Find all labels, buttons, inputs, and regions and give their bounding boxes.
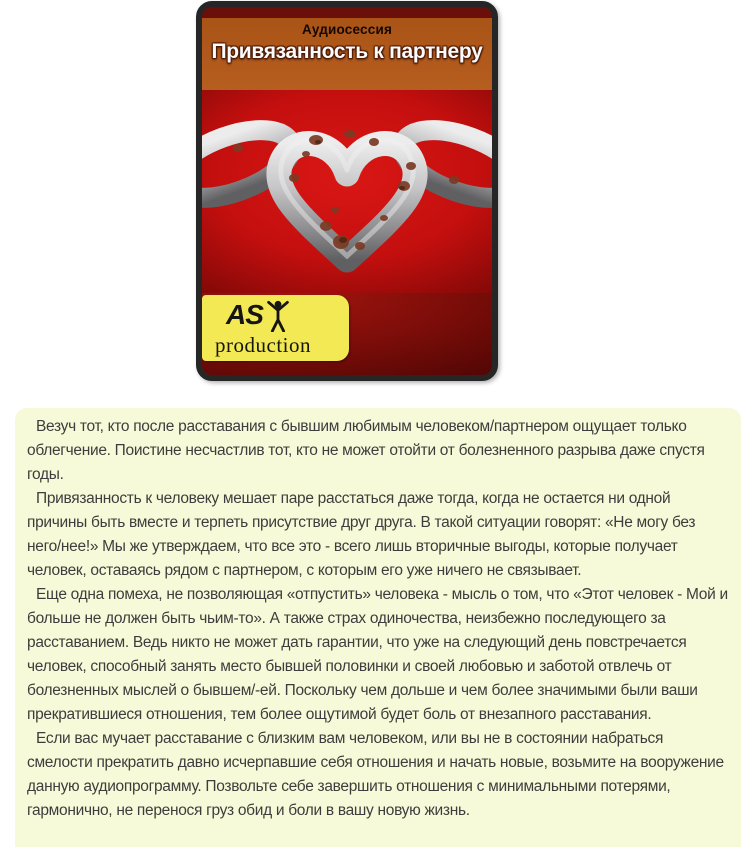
cover-footer	[202, 293, 492, 375]
cover-top-strip	[202, 7, 492, 18]
logo-sub-text: production	[215, 333, 311, 357]
chain-heart-photo	[202, 90, 492, 293]
person-icon	[265, 300, 291, 332]
cover-title: Привязанность к партнеру	[211, 40, 483, 63]
logo-brand-text: AS	[226, 299, 263, 330]
description-paragraph-4: Если вас мучает расставание с близким вам человеком, или вы не в состоянии набраться смелости прекратить давно исчерпавшие себя отношения и начать новые, возьмите на вооружение данную аудиопрограмму. Позвольте себе завершить отношения с минимальными потерями, гармонично, не перенося груз обид и боли в вашу новую жизнь.	[27, 730, 724, 819]
description-paragraph-3: Еще одна помеха, не позволяющая «отпустить» человека - мысль о том, что «Этот человек - Мой и больше не должен быть чьим-то». А также страх одиночества, неизбежно последующего за расставанием. Ведь никто не может дать гарантии, что уже на следующий день повстречается человек, способный занять место бывшей половинки и своей любовью и заботой отвлечь от болезненных мыслей о бывшем/-ей. Поскольку чем дольше и чем более значимыми были ваши прекратившиеся отношения, тем более ощутимой будет боль от внезапного расставания.	[27, 586, 728, 723]
audio-session-cover[interactable]	[196, 1, 498, 381]
description-paragraph-1: Везуч тот, кто после расставания с бывшим любимым человеком/партнером ощущает только облегчение. Поистине несчастлив тот, кто не может отойти от болезненного разрыва даже спустя годы.	[27, 418, 705, 483]
description-panel	[15, 408, 741, 847]
cover-kicker: Аудиосессия	[301, 22, 393, 37]
chain-heart-illustration	[202, 90, 492, 293]
as-production-logo	[202, 295, 349, 361]
cover-header	[202, 18, 492, 90]
description-paragraph-2: Привязанность к человеку мешает паре расстаться даже тогда, когда не остается ни одной причины быть вместе и терпеть присутствие друг друга. В такой ситуации говорят: «Не могу без него/нее!» Мы же утверждаем, что все это - всего лишь вторичные выгоды, которые получает человек, оставаясь рядом с партнером, с которым его уже ничего не связывает.	[27, 490, 696, 579]
